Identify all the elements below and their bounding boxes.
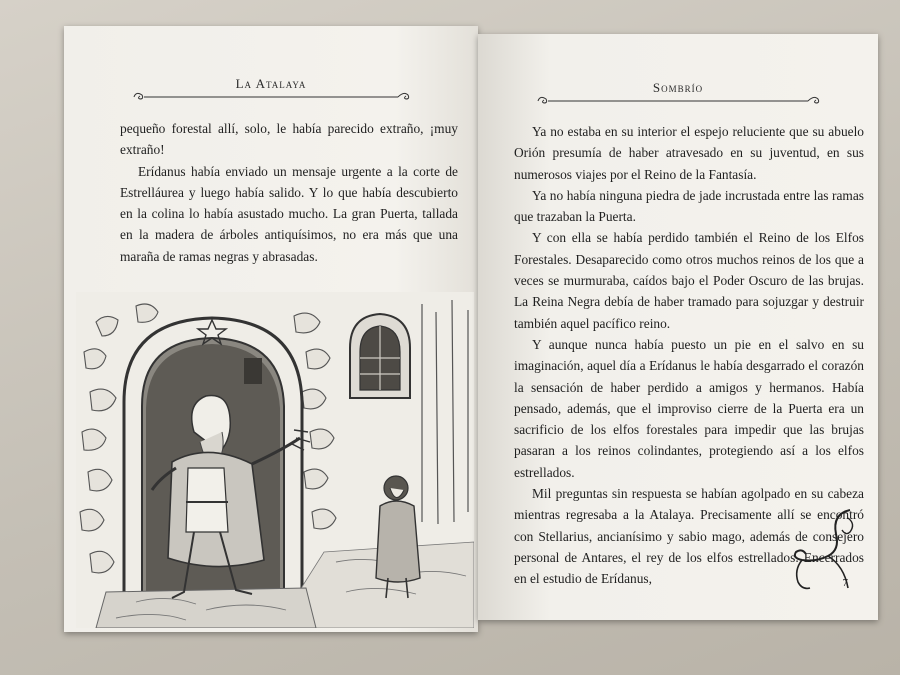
doorway-illustration <box>76 292 474 628</box>
header-flourish-left <box>64 90 478 104</box>
right-page <box>478 34 878 620</box>
paragraph: Ya no había ninguna piedra de jade incrustada entre las ramas que trazaban la Puerta. <box>514 187 864 225</box>
left-page-text <box>120 118 458 267</box>
paragraph: Ya no estaba en su interior el espejo reluciente que su abuelo Orión presumía de haber atravesado en su juventud, en sus numerosos viajes por el Reino de la Fantasía. <box>514 124 864 182</box>
paragraph: Y con ella se había perdido también el Reino de los Elfos Forestales. Desaparecido como otros muchos reinos de los que a veces se murmuraba, caídos bajo el Poder Oscuro de las brujas. La Reina Negra debía de haber tramado para sojuzgar y destruir también aquel pacífico reino. <box>514 230 864 331</box>
left-page <box>64 26 478 632</box>
header-flourish-right <box>478 94 878 108</box>
running-head-right: Sombrío <box>652 80 704 95</box>
page-number: 7 <box>842 577 848 589</box>
running-head-left: La Atalaya <box>235 76 307 91</box>
paragraph: Y aunque nunca había puesto un pie en el salvo en su imaginación, aquel día a Erídanus le había desgarrado el corazón la sensación de haber perdido a amigos y hermanos. Había pensado, además, que el improviso cierre de la Puerta era un sacrificio de los elfos forestales para impedir que las brujas pasaran a los reinos colindantes, protegiendo así a los elfos estrellados. <box>514 336 864 480</box>
paragraph: pequeño forestal allí, solo, le había parecido extraño, ¡muy extraño! <box>120 121 458 158</box>
paragraph: Erídanus había enviado un mensaje urgente a la corte de Estrelláurea y luego había salido. Y lo que había descubierto en la colina lo había asustado mucho. La gran Puerta, tallada en la madera de árboles antiquísimos, no era más que una maraña de ramas negras y abrasadas. <box>120 163 458 264</box>
paragraph: Mil preguntas sin respuesta se habían agolpado en su cabeza mientras regresaba a la Atalaya. Precisamente allí se encontró con Stellarius, ancianísimo y sabio mago, además de consejero personal de Antares, el rey de los elfos estrellados. Encerrados en el estudio de Erídanus, <box>514 486 864 587</box>
